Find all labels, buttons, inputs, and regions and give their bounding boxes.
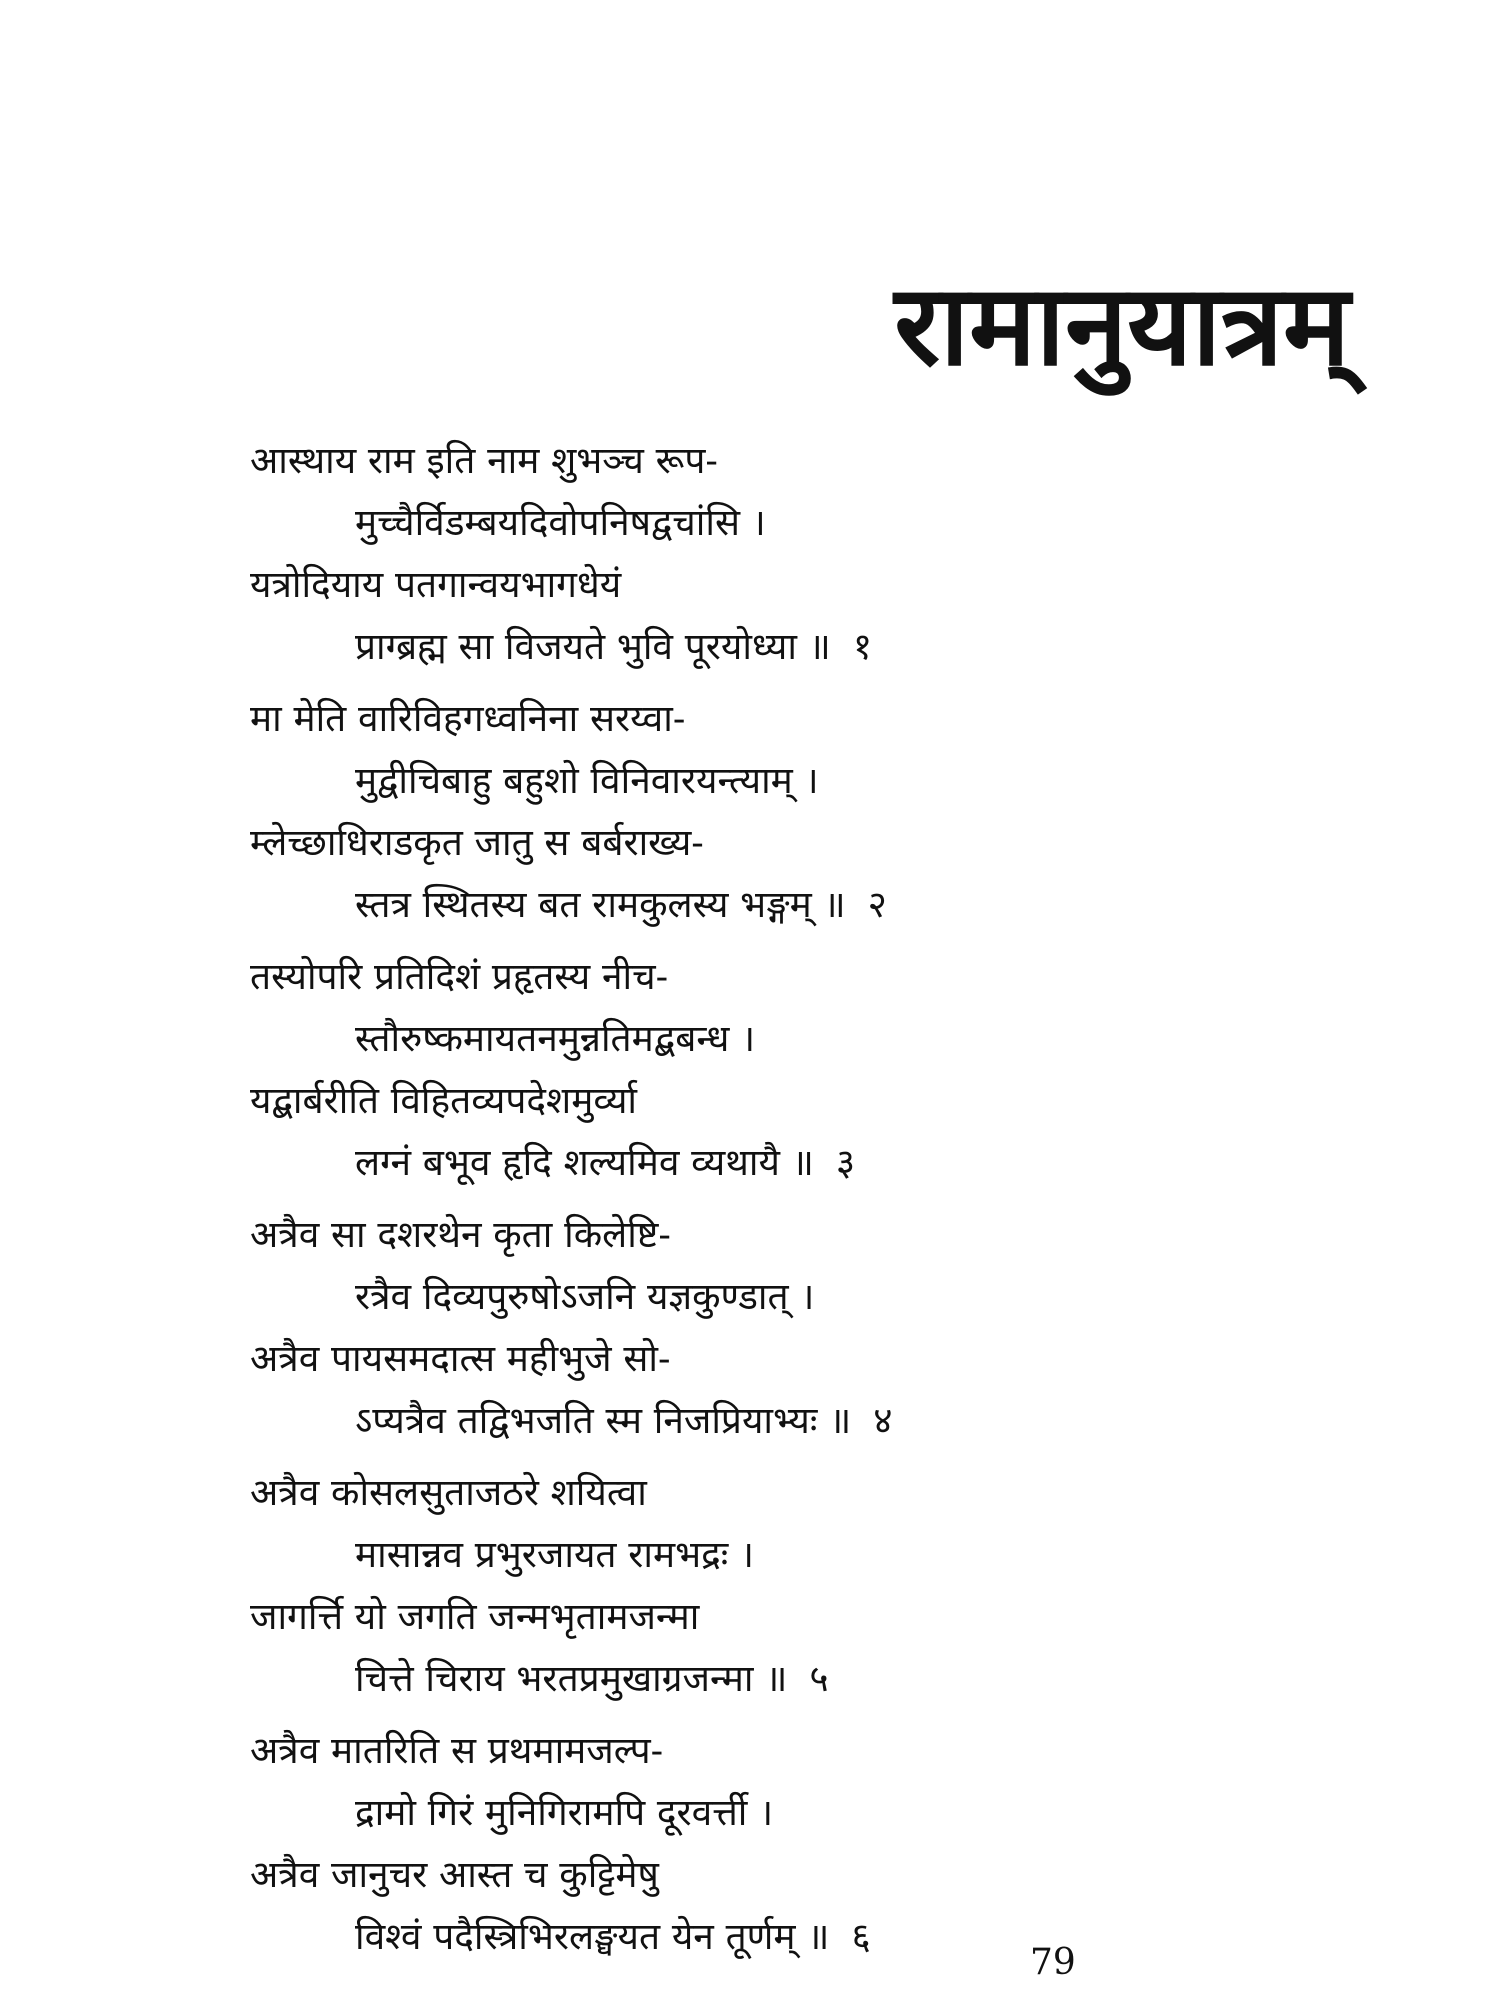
verse (250, 946, 1350, 1194)
verse-line-final (250, 1132, 1350, 1194)
verse-line: तस्योपरि प्रतिदिशं प्रहृतस्य नीच- (250, 955, 669, 998)
verse-line: मा मेति वारिविहगध्वनिना सरय्वा- (250, 697, 686, 740)
verse-line: रत्रैव दिव्यपुरुषोऽजनि यज्ञकुण्डात् । (355, 1275, 815, 1318)
verse-line: मुच्चैर्विडम्बयदिवोपनिषद्वचांसि । (355, 501, 766, 544)
verse (250, 1720, 1350, 1968)
verse-line-final (250, 874, 1350, 936)
verse-line-final (250, 1648, 1350, 1710)
verse-line-text: प्राग्ब्रह्म सा विजयते भुवि पूरयोध्या ॥ (355, 625, 831, 668)
verse (250, 1462, 1350, 1710)
verse-line: मासान्नव प्रभुरजायत रामभद्रः । (355, 1533, 755, 1576)
verse-line: मुद्वीचिबाहु बहुशो विनिवारयन्त्याम् । (355, 759, 819, 802)
verse-line: म्लेच्छाधिराडकृत जातु स बर्बराख्य- (250, 821, 704, 864)
verse-line: अत्रैव मातरिति स प्रथमामजल्प- (250, 1729, 664, 1772)
page-title: रामानुयात्रम् (894, 261, 1350, 391)
verse-line: अत्रैव पायसमदात्स महीभुजे सो- (250, 1337, 671, 1380)
verse-line: अत्रैव जानुचर आस्त च कुट्टिमेषु (250, 1853, 659, 1896)
verse-line: स्तौरुष्कमायतनमुन्नतिमद्बबन्ध । (355, 1017, 756, 1060)
verse (250, 1204, 1350, 1452)
verse-line: द्रामो गिरं मुनिगिरामपि दूरवर्त्ती । (355, 1791, 774, 1834)
verse-line-final (250, 1906, 1350, 1968)
verse-line-text: ऽप्यत्रैव तद्विभजति स्म निजप्रियाभ्यः ॥ (355, 1399, 852, 1442)
verse-line: आस्थाय राम इति नाम शुभञ्च रूप- (250, 439, 718, 482)
verse-number: ३ (835, 1141, 856, 1184)
verse-number: ६ (851, 1915, 871, 1958)
verse-number: ५ (809, 1657, 829, 1700)
verse-line: जागर्त्ति यो जगति जन्मभृतामजन्मा (250, 1595, 700, 1638)
verse-line: यद्बार्बरीति विहितव्यपदेशमुर्व्या (250, 1079, 638, 1122)
verse-line-text: चित्ते चिराय भरतप्रमुखाग्रजन्मा ॥ (355, 1657, 788, 1700)
verse (250, 430, 1350, 678)
verse-number: १ (852, 625, 873, 668)
verse-line: यत्रोदियाय पतगान्वयभागधेयं (250, 563, 622, 606)
verse-number: ४ (873, 1399, 893, 1442)
page-number: 79 (1030, 1942, 1076, 1983)
verse-line: अत्रैव कोसलसुताजठरे शयित्वा (250, 1471, 647, 1514)
verse-number: २ (867, 883, 887, 926)
verse-line-final (250, 1390, 1350, 1452)
verse-line-text: विश्वं पदैस्त्रिभिरलङ्घयत येन तूर्णम् ॥ (355, 1915, 830, 1958)
verse-line-text: स्तत्र स्थितस्य बत रामकुलस्य भङ्गम् ॥ (355, 883, 846, 926)
verse-line-final (250, 616, 1350, 678)
verse (250, 688, 1350, 936)
verse-list (250, 430, 1350, 1978)
verse-line-text: लग्नं बभूव हृदि शल्यमिव व्यथायै ॥ (355, 1141, 814, 1184)
verse-line: अत्रैव सा दशरथेन कृता किलेष्टि- (250, 1213, 671, 1256)
